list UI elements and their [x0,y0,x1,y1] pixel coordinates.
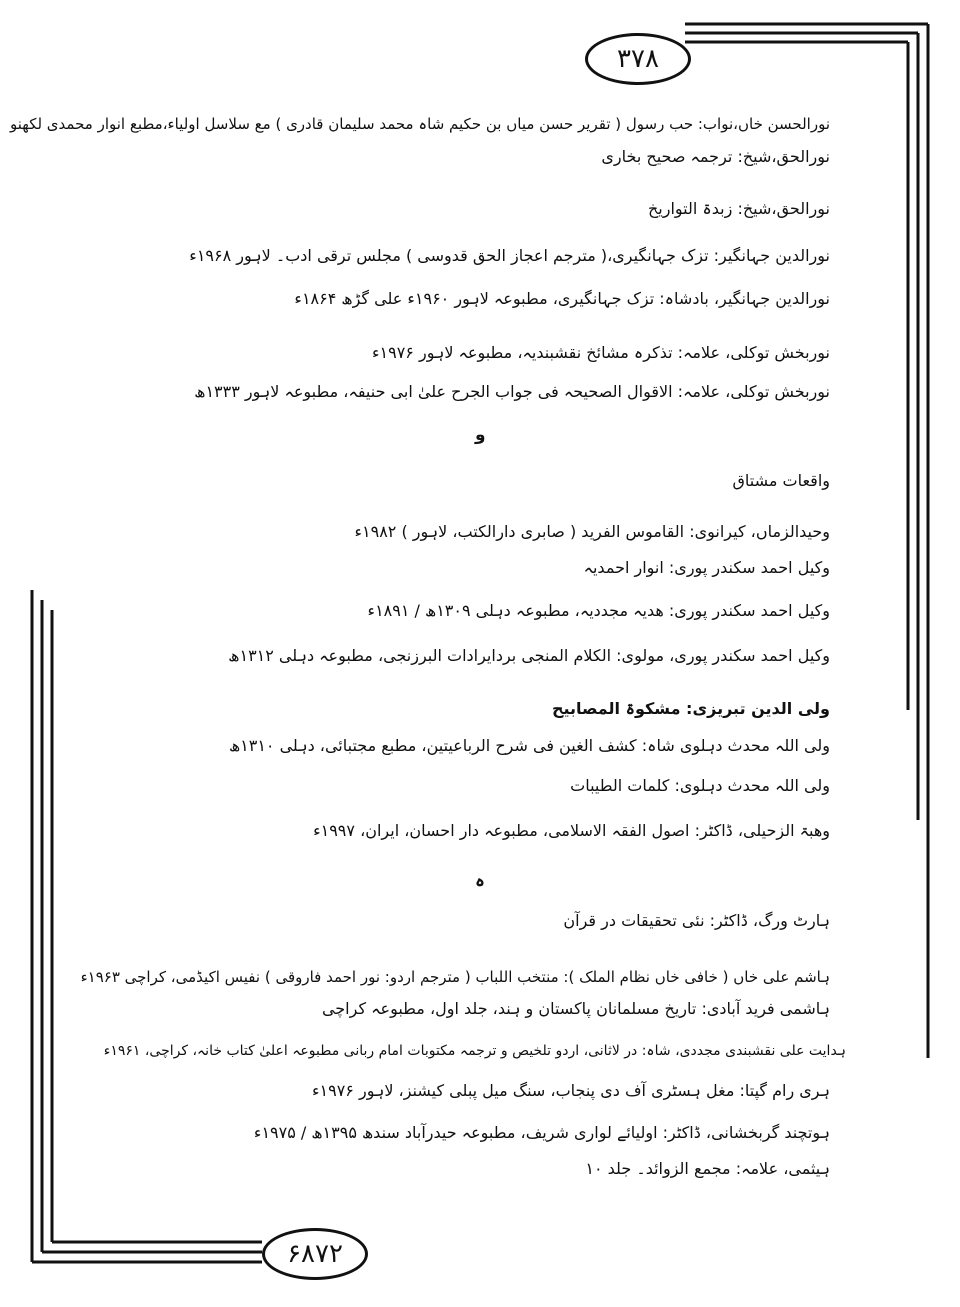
section-letter-waw: و [475,425,486,445]
entry-w-9: وھبۃ الزحیلی، ڈاکٹر: اصول الفقہ الاسلامی، مطبوعہ دار احسان، ایران، ۱۹۹۷ء [313,821,830,840]
entry-n-7: نوربخش توکلی، علامہ: الاقوال الصحیحہ فی جواب الجرح علیٰ ابی حنیفہ، مطبوعہ لاہور ۱۳۳۳ھ [194,382,830,401]
entry-h-5: ہری رام گپتا: مغل ہسٹری آف دی پنجاب، سنگ میل پبلی کیشنز، لاہور ۱۹۷۶ء [311,1081,830,1100]
entry-n-4: نورالدین جہانگیر: تزک جہانگیری،( مترجم اعجاز الحق قدوسی ) مجلس ترقی ادب۔ لاہور ۱۹۶۸ء [189,246,830,265]
entry-w-2: وحیدالزماں، کیرانوی: القاموس الفرید ( صابری دارالکتب، لاہور ) ۱۹۸۲ء [354,522,830,541]
entry-w-7: ولی اللہ محدث دہلوی شاہ: کشف الغین فی شرح الرباعیتین، مطبع مجتبائی، دہلی ۱۳۱۰ھ [228,736,830,755]
entry-h-3: ہاشمی فرید آبادی: تاریخ مسلمانان پاکستان و ہند، جلد اول، مطبوعہ کراچی [321,999,830,1018]
entry-h-2: ہاشم علی خاں ( خافی خاں نظام الملک ): منتخب اللباب ( مترجم اردو: نور احمد فاروقی ) نفیس اکیڈمی، کراچی ۱۹۶۳ء [80,968,830,986]
entry-w-6: ولی الدین تبریزی: مشکوۃ المصابیح [551,699,830,718]
entry-n-3: نورالحق،شیخ: زبدۃ التواریخ [647,199,830,218]
entry-n-1: نورالحسن خاں،نواب: حب رسول ( تقریر حسن میاں بن حکیم شاہ محمد سلیمان قادری ) مع سلاسل اولیاء،مطبع انوار محمدی لکھنو [10,115,830,133]
entry-n-5: نورالدین جہانگیر، بادشاہ: تزک جہانگیری، مطبوعہ لاہور ۱۹۶۰ء علی گڑھ ۱۸۶۴ء [294,289,830,308]
entry-n-2: نورالحق،شیخ: ترجمہ صحیح بخاری [601,147,830,166]
entry-h-6: ہوتچند گربخشانی، ڈاکٹر: اولیائے لواری شریف، مطبوعہ حیدرآباد سندھ ۱۳۹۵ھ / ۱۹۷۵ء [253,1123,830,1142]
entry-h-4: ہدایت علی نقشبندی مجددی، شاہ: در لاثانی، اردو تلخیص و ترجمہ مکتوبات امام ربانی مطبوعہ اعلیٰ کتاب خانہ، کراچی، ۱۹۶۱ء [103,1043,846,1059]
page-number-top: ۳۷۸ [585,33,691,85]
entry-w-4: وکیل احمد سکندر پوری: ھدیہ مجددیہ، مطبوعہ دہلی ۱۳۰۹ھ / ۱۸۹۱ء [367,601,830,620]
entry-n-6: نوربخش توکلی، علامہ: تذکرہ مشائخ نقشبندیہ، مطبوعہ لاہور ۱۹۷۶ء [371,343,830,362]
section-letter-he: ہ [475,871,485,891]
entry-h-1: ہارٹ ورگ، ڈاکٹر: نئی تحقیقات در قرآن [563,911,830,930]
entry-w-8: ولی اللہ محدث دہلوی: کلمات الطیبات [570,776,830,795]
entry-w-1: واقعات مشتاق [732,471,830,490]
entry-w-5: وکیل احمد سکندر پوری، مولوی: الکلام المنجی بردایرادات البرزنجی، مطبوعہ دہلی ۱۳۱۲ھ [228,646,830,665]
entry-w-3: وکیل احمد سکندر پوری: انوار احمدیہ [583,558,830,577]
entry-h-7: ہیثمی، علامہ: مجمع الزوائد۔ جلد ۱۰ [585,1159,830,1178]
bibliography [10,0,846,1307]
page-number-bottom: ۶۸۷۲ [262,1228,368,1280]
